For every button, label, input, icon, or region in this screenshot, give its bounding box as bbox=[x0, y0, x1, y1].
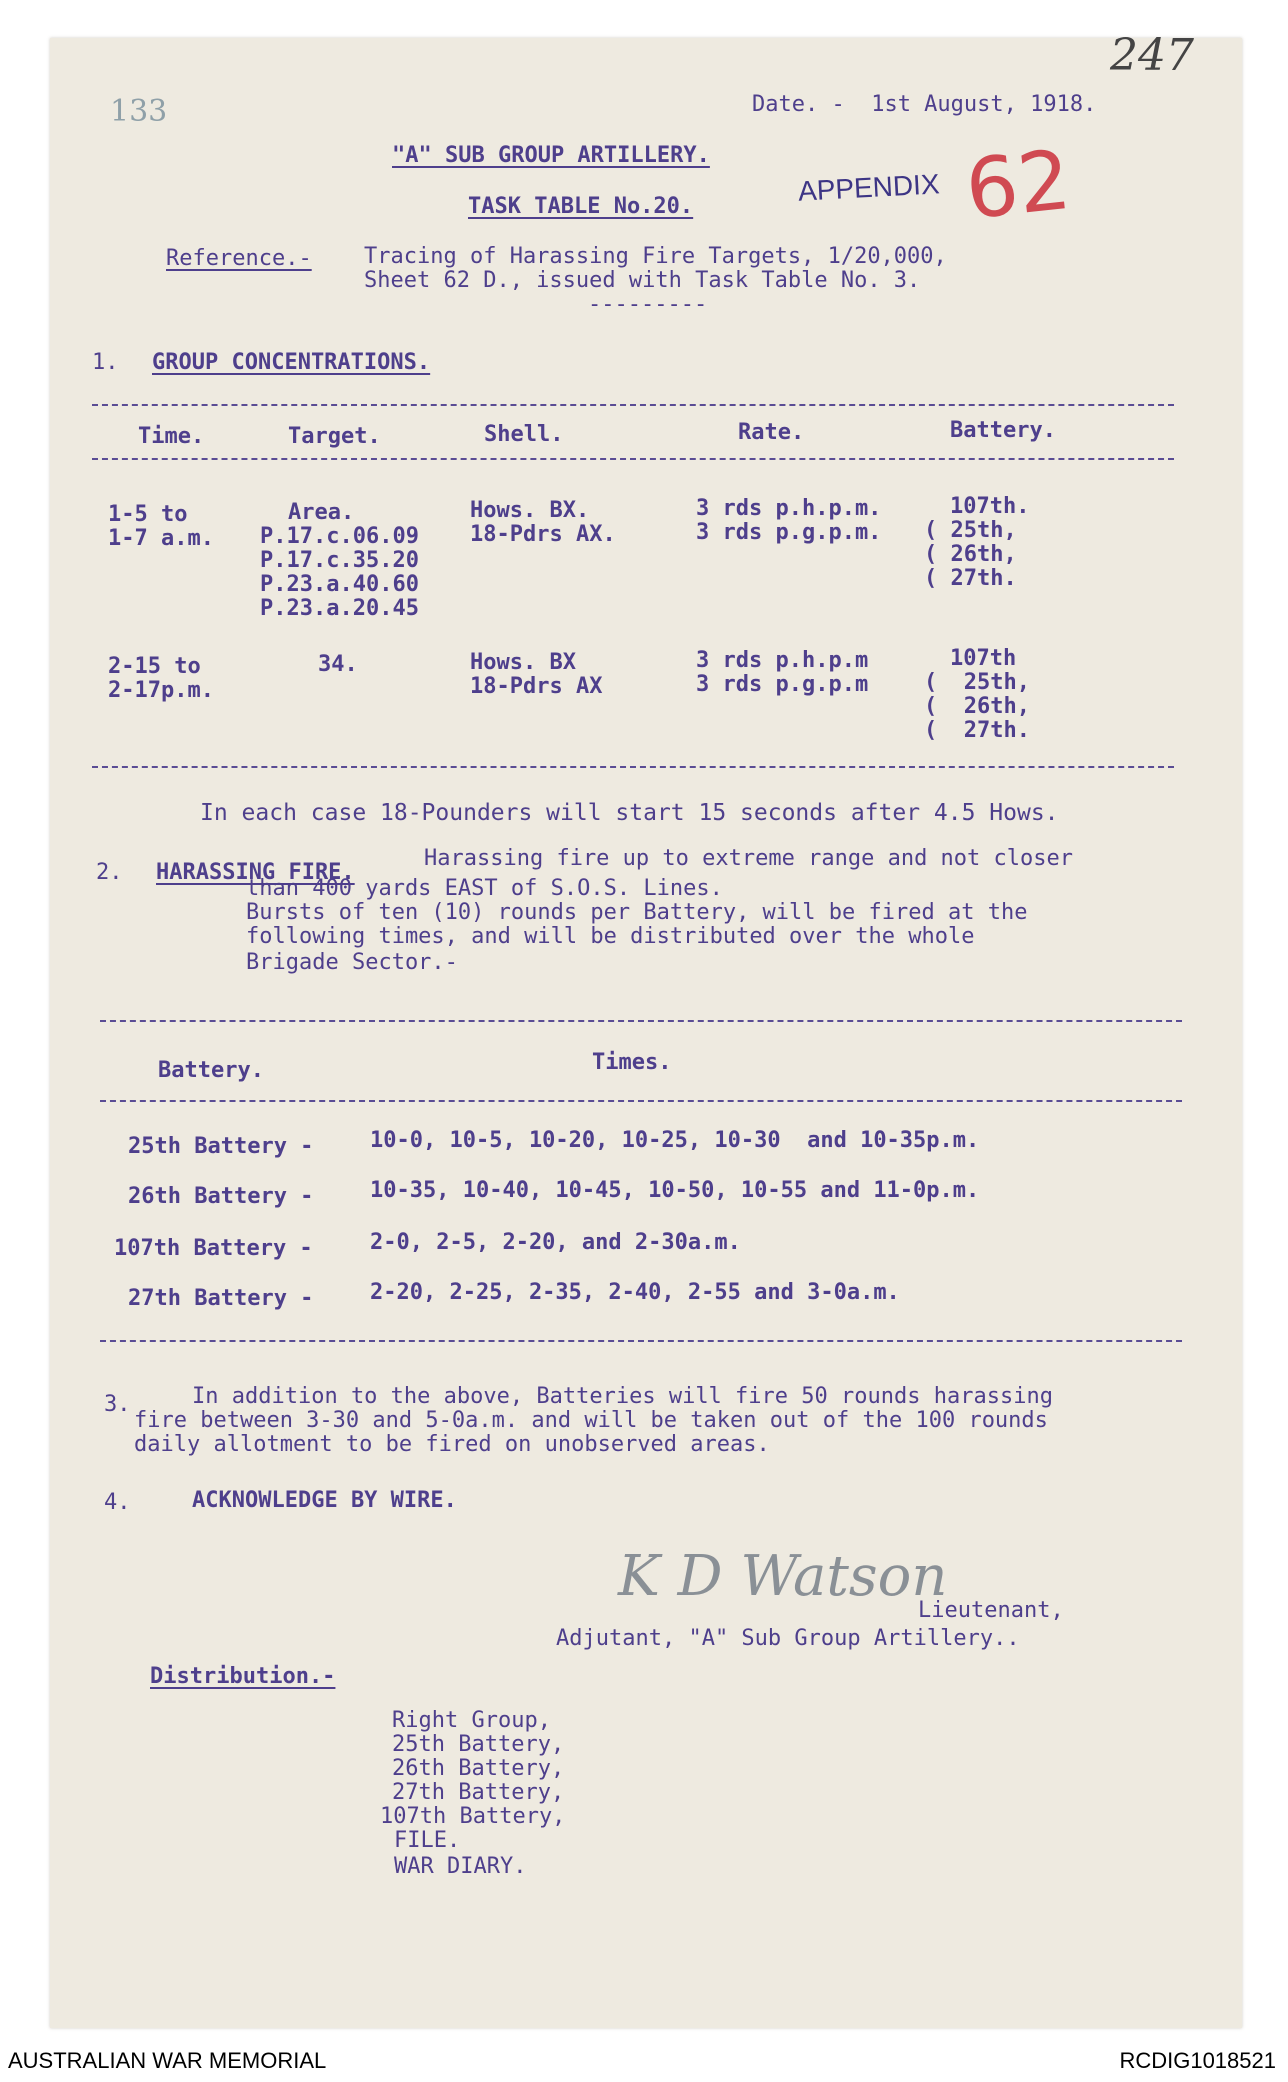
section-3-line2: fire between 3-30 and 5-0a.m. and will be taken out of the 100 rounds bbox=[134, 1408, 1048, 1433]
section-1-title: GROUP CONCENTRATIONS. bbox=[152, 350, 431, 375]
footer-archive-name: AUSTRALIAN WAR MEMORIAL bbox=[8, 2048, 327, 2073]
row1-rate-line2: 3 rds p.g.p.m. bbox=[696, 520, 882, 545]
section-2-title: HARASSING FIRE. bbox=[156, 860, 355, 885]
row2-battery-line2: ( 25th, bbox=[924, 670, 1030, 695]
table-1-bottom-rule bbox=[92, 766, 1174, 768]
appendix-stamp: APPENDIX bbox=[797, 168, 941, 207]
section-1-number: 1. bbox=[92, 350, 119, 375]
section-2-line5: Brigade Sector.- bbox=[246, 950, 458, 975]
document-page bbox=[50, 38, 1242, 2028]
reference-rule: --------- bbox=[588, 292, 708, 317]
section-3-number: 3. bbox=[104, 1392, 131, 1417]
col-header-shell: Shell. bbox=[484, 422, 564, 447]
row-27th-times: 2-20, 2-25, 2-35, 2-40, 2-55 and 3-0a.m. bbox=[370, 1280, 900, 1305]
row-26th-battery: 26th Battery - bbox=[128, 1184, 314, 1209]
distribution-item: 25th Battery, bbox=[392, 1732, 565, 1757]
section-3-line3: daily allotment to be fired on unobserved areas. bbox=[134, 1432, 770, 1457]
distribution-item: Right Group, bbox=[392, 1708, 551, 1733]
row2-target: 34. bbox=[318, 652, 358, 677]
reference-line-1: Tracing of Harassing Fire Targets, 1/20,000, bbox=[364, 244, 947, 269]
row1-target-line1: Area. bbox=[288, 500, 355, 525]
row1-battery-line4: ( 27th. bbox=[924, 566, 1017, 591]
row2-rate-line1: 3 rds p.h.p.m bbox=[696, 648, 869, 673]
row1-rate-line1: 3 rds p.h.p.m. bbox=[696, 496, 882, 521]
row1-target-line2: P.17.c.06.09 bbox=[260, 524, 419, 549]
row-25th-battery: 25th Battery - bbox=[128, 1134, 314, 1159]
table-1-header-rule bbox=[92, 458, 1174, 460]
row2-battery-line3: ( 26th, bbox=[924, 694, 1030, 719]
section-3-line1: In addition to the above, Batteries will fire 50 rounds harassing bbox=[192, 1384, 1053, 1409]
row1-target-line4: P.23.a.40.60 bbox=[260, 572, 419, 597]
col-header-times: Times. bbox=[592, 1050, 672, 1075]
section-2-line3: Bursts of ten (10) rounds per Battery, will be fired at the bbox=[246, 900, 1028, 925]
row2-time-line1: 2-15 to bbox=[108, 654, 201, 679]
section-2-line2: than 400 yards EAST of S.O.S. Lines. bbox=[246, 876, 723, 901]
table-2-bottom-rule bbox=[100, 1340, 1182, 1342]
row1-battery-line2: ( 25th, bbox=[924, 518, 1017, 543]
section-1-note: In each case 18-Pounders will start 15 seconds after 4.5 Hows. bbox=[200, 800, 1059, 826]
row2-battery-line1: 107th bbox=[950, 646, 1017, 671]
folio-pencil-number: 133 bbox=[110, 94, 168, 129]
row2-time-line2: 2-17p.m. bbox=[108, 678, 214, 703]
appendix-number: 62 bbox=[961, 132, 1076, 239]
row-26th-times: 10-35, 10-40, 10-45, 10-50, 10-55 and 11-0p.m. bbox=[370, 1178, 980, 1203]
signature-rank: Lieutenant, bbox=[918, 1598, 1064, 1623]
table-1-top-rule bbox=[92, 404, 1174, 406]
col-header-rate: Rate. bbox=[738, 420, 805, 445]
unit-title: "A" SUB GROUP ARTILLERY. bbox=[392, 143, 710, 168]
row1-time-line2: 1-7 a.m. bbox=[108, 526, 214, 551]
row2-battery-line4: ( 27th. bbox=[924, 718, 1030, 743]
table-2-header-rule bbox=[100, 1100, 1182, 1102]
folio-top-right-number: 247 bbox=[1110, 30, 1194, 81]
row-107th-battery: 107th Battery - bbox=[114, 1236, 313, 1261]
row1-target-line3: P.17.c.35.20 bbox=[260, 548, 419, 573]
section-4-number: 4. bbox=[104, 1490, 131, 1515]
distribution-item: FILE. bbox=[394, 1828, 461, 1853]
col-header-time: Time. bbox=[138, 424, 205, 449]
distribution-item: 107th Battery, bbox=[380, 1804, 566, 1829]
distribution-item: 27th Battery, bbox=[392, 1780, 565, 1805]
handwritten-signature: K D Watson bbox=[618, 1544, 948, 1609]
task-table-title: TASK TABLE No.20. bbox=[468, 194, 694, 219]
col-header-battery-2: Battery. bbox=[158, 1058, 264, 1083]
distribution-item: WAR DIARY. bbox=[394, 1854, 527, 1879]
row1-battery-line3: ( 26th, bbox=[924, 542, 1017, 567]
col-header-battery: Battery. bbox=[950, 418, 1056, 443]
signature-role: Adjutant, "A" Sub Group Artillery.. bbox=[556, 1626, 1020, 1651]
row1-time-line1: 1-5 to bbox=[108, 502, 188, 527]
row-27th-battery: 27th Battery - bbox=[128, 1286, 314, 1311]
row1-shell-line2: 18-Pdrs AX. bbox=[470, 522, 616, 547]
reference-line-2: Sheet 62 D., issued with Task Table No. 3. bbox=[364, 268, 921, 293]
footer-record-id: RCDIG1018521 bbox=[1119, 2048, 1276, 2073]
table-2-top-rule bbox=[100, 1020, 1182, 1022]
row2-shell-line2: 18-Pdrs AX bbox=[470, 674, 603, 699]
row-107th-times: 2-0, 2-5, 2-20, and 2-30a.m. bbox=[370, 1230, 741, 1255]
row1-shell-line1: Hows. BX. bbox=[470, 498, 590, 523]
distribution-label: Distribution.- bbox=[150, 1664, 336, 1689]
row2-rate-line2: 3 rds p.g.p.m bbox=[696, 672, 869, 697]
reference-label: Reference.- bbox=[166, 246, 312, 271]
row-25th-times: 10-0, 10-5, 10-20, 10-25, 10-30 and 10-35p.m. bbox=[370, 1128, 980, 1153]
row1-battery-line1: 107th. bbox=[950, 494, 1030, 519]
section-2-line4: following times, and will be distributed over the whole bbox=[246, 924, 975, 949]
section-2-number: 2. bbox=[96, 860, 123, 885]
row2-shell-line1: Hows. BX bbox=[470, 650, 576, 675]
section-4-text: ACKNOWLEDGE BY WIRE. bbox=[192, 1488, 457, 1513]
document-date: Date. - 1st August, 1918. bbox=[752, 92, 1097, 117]
section-2-line1: Harassing fire up to extreme range and not closer bbox=[424, 846, 1074, 871]
row1-target-line5: P.23.a.20.45 bbox=[260, 596, 419, 621]
col-header-target: Target. bbox=[288, 424, 381, 449]
distribution-item: 26th Battery, bbox=[392, 1756, 565, 1781]
